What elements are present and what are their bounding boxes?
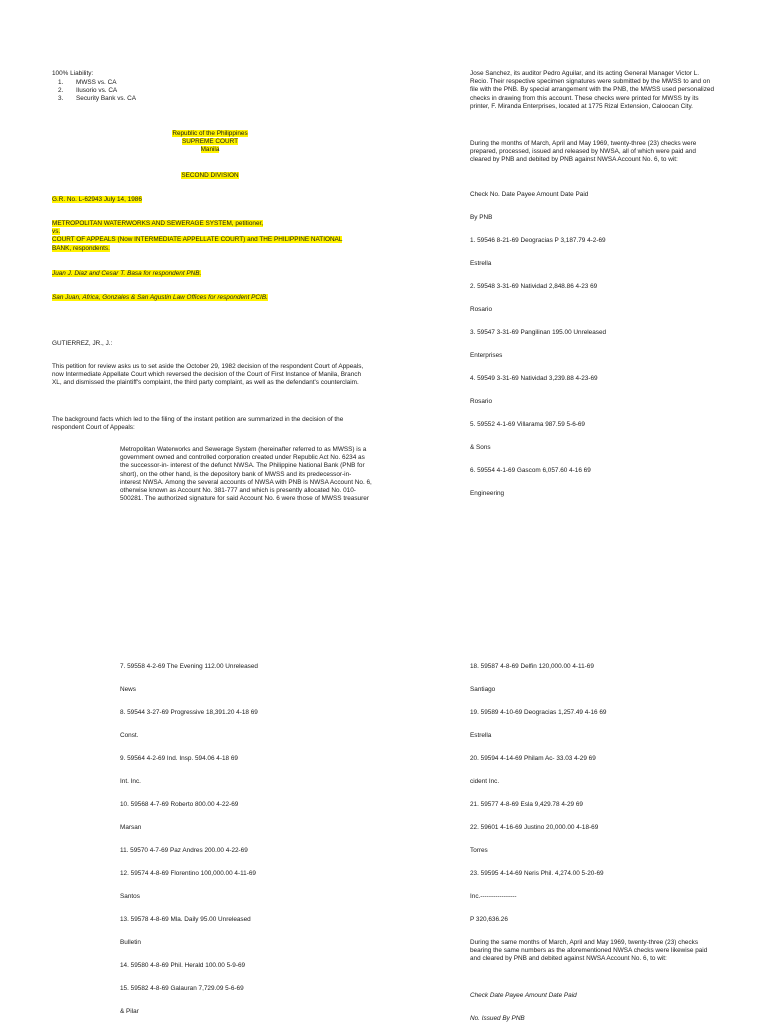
check-table-line: 18. 59587 4-8-69 Delfin 120,000.00 4-11-69 — [470, 663, 594, 670]
check-table-line: Inc.----------------- — [470, 893, 517, 900]
check-table-line: 8. 59544 3-27-69 Progressive 18,391.20 4-18 69 — [120, 709, 258, 716]
check-table-line: 21. 59577 4-8-69 Esla 9,429.78 4-29 69 — [470, 801, 583, 808]
case-parties: METROPOLITAN WATERWORKS AND SEWERAGE SYSTEM, petitioner, vs. COURT OF APPEALS (Now INTERMEDIATE APPELLATE COURT) and THE PHILIPPINE NATIONAL BANK, respondents. — [52, 220, 343, 252]
paragraph: This petition for review asks us to set aside the October 29, 1982 decision of the respondent Court of Appeals, now Intermediate Appellate Court which reversed the decision of the Court of First Instance of Manila, Branch XL, and dismissed the plaintiff's complaint, the third party complaint, as well as the defendant's counterclaim. — [52, 363, 364, 387]
check-table-line: Check No. Date Payee Amount Date Paid — [470, 191, 589, 198]
paragraph: During the same months of March, April and May 1969, twenty-three (23) checks bearing the same numbers as the aforementioned NWSA checks were likewise paid and cleared by PNB and debited against NWSA Account No. 6, to wit: — [470, 939, 708, 963]
counsel-pnb: Juan J. Diaz and Cesar T. Basa for respondent PNB. — [52, 270, 202, 277]
division-label: SECOND DIVISION — [181, 172, 239, 179]
check-table-line: Bulletin — [120, 939, 141, 946]
check-table-line: 6. 59554 4-1-69 Gascom 6,057.60 4-16 69 — [470, 467, 591, 474]
check-table-line: Enterprises — [470, 352, 503, 359]
document-page-2 — [0, 512, 768, 1024]
check-table-line: News — [120, 686, 136, 693]
check-table-line: & Pilar — [120, 1008, 139, 1015]
check-table-line: 3. 59547 3-31-69 Pangilinan 195.00 Unreleased — [470, 329, 607, 336]
page1-left-column — [52, 70, 372, 510]
check-table-line: cident Inc. — [470, 778, 500, 785]
check-table-line: Estrella — [470, 732, 492, 739]
check-table-line: 11. 59570 4-7-69 Paz Andres 200.00 4-22-69 — [120, 847, 248, 854]
total-amount: P 320,636.26 — [470, 916, 508, 923]
check-table-line: 19. 59589 4-10-69 Deogracias 1,257.49 4-16 69 — [470, 709, 607, 716]
check-table-line: 13. 59578 4-8-69 Mla. Daily 95.00 Unreleased — [120, 916, 251, 923]
page2-right-column — [470, 663, 718, 1023]
court-header: Republic of the Philippines SUPREME COURT Manila — [172, 130, 248, 154]
check-table-line: 4. 59549 3-31-69 Natividad 3,239.88 4-23-69 — [470, 375, 598, 382]
check-table-line: Const. — [120, 732, 139, 739]
check-table-line: 2. 59548 3-31-69 Natividad 2,848.86 4-23 69 — [470, 283, 598, 290]
check-table-line: Engineering — [470, 490, 505, 497]
justice-name: GUTIERREZ, JR., J.: — [52, 340, 113, 347]
check-table-line: Santiago — [470, 686, 496, 693]
check-table-line: Torres — [470, 847, 488, 854]
paragraph: During the months of March, April and May 1969, twenty-three (23) checks were prepared, processed, issued and released by NWSA, all of which were paid and cleared by PNB and debited by PNB against NWSA Account No. 6, to wit: — [470, 140, 697, 164]
check-table-line: Estrella — [470, 260, 492, 267]
check-table-line: 9. 59564 4-2-69 Ind. Insp. 594.06 4-18 69 — [120, 755, 238, 762]
table-header: Check Date Payee Amount Date Paid — [470, 992, 577, 999]
check-table-line: Int. Inc. — [120, 778, 141, 785]
check-table-line: Rosario — [470, 306, 493, 313]
table-subheader: No. Issued By PNB — [470, 1015, 525, 1022]
check-table-line: Santos — [120, 893, 140, 900]
counsel-pcib: San Juan, Africa, Gonzales & San Agustin Law Offices for respondent PCIB. — [52, 294, 268, 301]
liability-item: 2. Ilusorio vs. CA — [58, 87, 118, 95]
check-table-line: 10. 59568 4-7-69 Roberto 800.00 4-22-69 — [120, 801, 239, 808]
check-table-line: 7. 59558 4-2-69 The Evening 112.00 Unreleased — [120, 663, 258, 670]
check-table-line: 15. 59582 4-8-69 Galauran 7,729.09 5-6-69 — [120, 985, 244, 992]
check-table-line: By PNB — [470, 214, 493, 221]
liability-list — [52, 79, 368, 104]
check-table-line: 12. 59574 4-8-69 Florentino 100,000.00 4-11-69 — [120, 870, 256, 877]
liability-item: 3. Security Bank vs. CA — [58, 95, 137, 103]
check-table-line: 5. 59552 4-1-69 Villarama 987.59 5-6-69 — [470, 421, 585, 428]
gr-number: G.R. No. L-62943 July 14, 1986 — [52, 196, 142, 203]
liability-item: 1. MWSS vs. CA — [58, 79, 117, 86]
paragraph: The background facts which led to the filing of the instant petition are summarized in the decision of the respondent Court of Appeals: — [52, 416, 344, 432]
check-table-line: 14. 59580 4-8-69 Phil. Herald 100.00 5-9-69 — [120, 962, 246, 969]
page2-left-column — [120, 663, 380, 1023]
paragraph: Jose Sanchez, its auditor Pedro Aguilar, and its acting General Manager Victor L. Recio. Their respective specimen signatures were submitted by the MWSS to and on file with the PNB. By special arrangement with the PNB, the MWSS used personalized checks in drawing from this account. These checks were printed for MWSS by its printer, F. Miranda Enterprises, located at 1775 Rizal Extension, Caloocan City. — [470, 70, 715, 110]
check-table-line: & Sons — [470, 444, 491, 451]
check-table-line: 22. 59601 4-16-69 Justino 20,000.00 4-18-69 — [470, 824, 599, 831]
block-quote: Metropolitan Waterworks and Sewerage System (hereinafter referred to as MWSS) is a government owned and controlled corporation created under Republic Act No. 6234 as the successor-in- interest of the defunct NWSA. The Philippine National Bank (PNB for short), on the other hand, is the depository bank of MWSS and its predecessor-in-interest NWSA. Among the several accounts of NWSA with PNB is NWSA Account No. 6, otherwise known as Account No. 381-777 and which is presently allocated No. 010-500281. The authorized signature for said Account No. 6 were those of MWSS treasurer — [120, 446, 372, 503]
check-table-line: Marsan — [120, 824, 142, 831]
page1-right-column — [470, 70, 718, 510]
check-table-line: 20. 59594 4-14-69 Philam Ac- 33.03 4-29 69 — [470, 755, 596, 762]
check-table-line: Rosario — [470, 398, 493, 405]
liability-heading: 100% Liability: — [52, 70, 94, 77]
check-table-line: 1. 59546 8-21-69 Deogracias P 3,187.79 4-2-69 — [470, 237, 606, 244]
check-table-line: 23. 59595 4-14-69 Neris Phil. 4,274.00 5-20-69 — [470, 870, 604, 877]
